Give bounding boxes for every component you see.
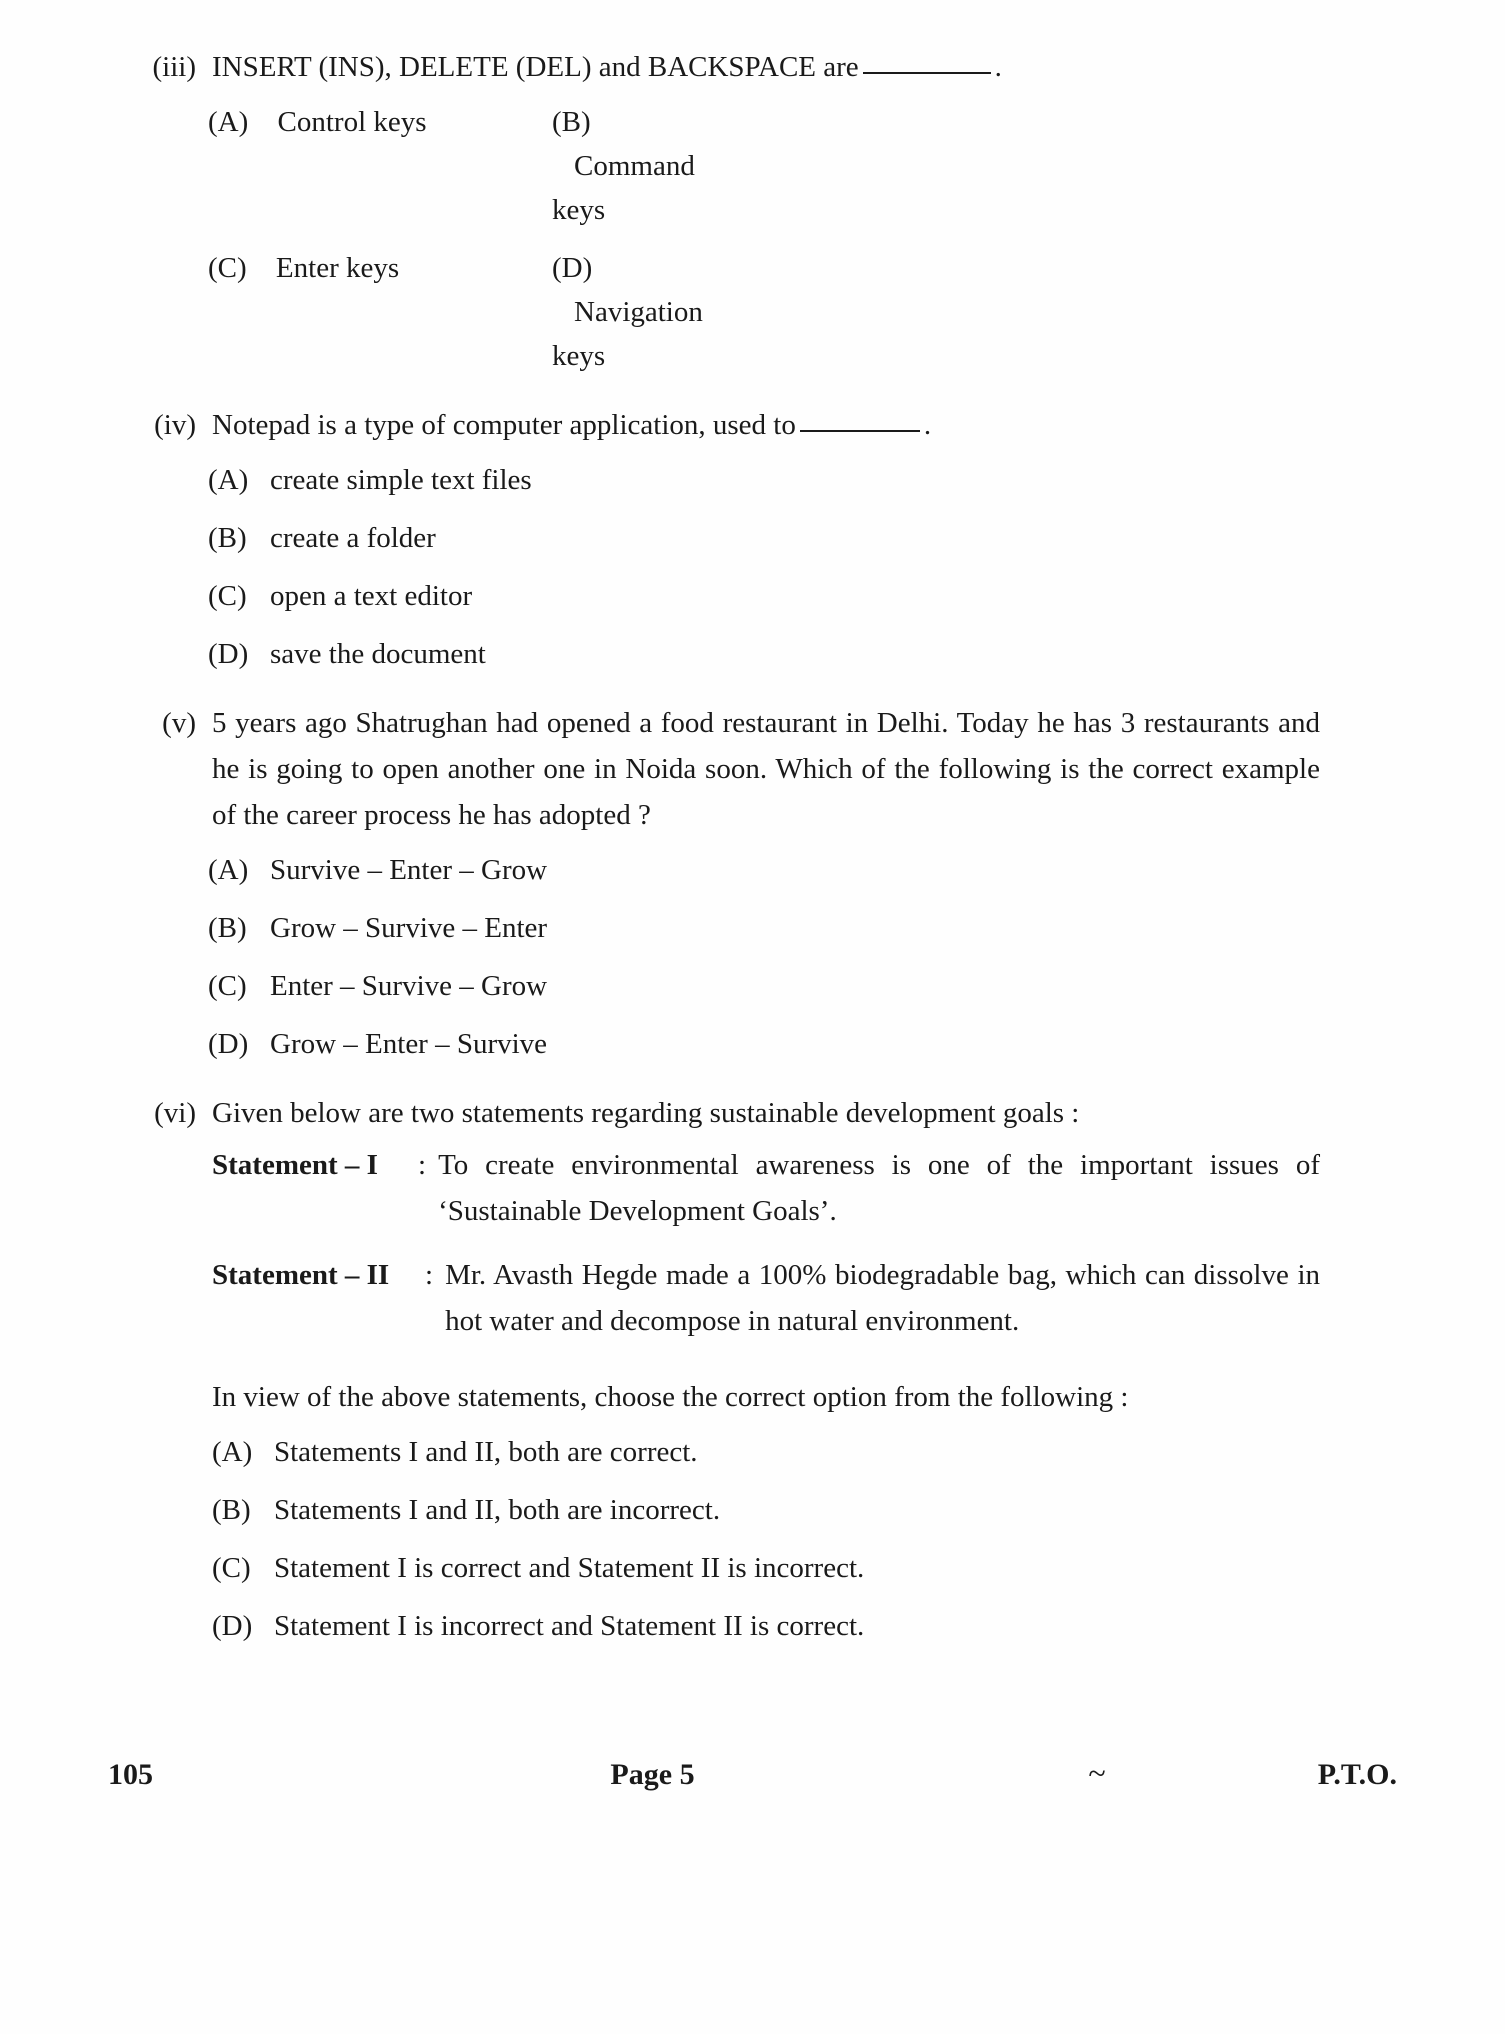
- option-v-b[interactable]: [208, 906, 1320, 950]
- option-iv-c[interactable]: [208, 574, 1320, 618]
- option-iii-b[interactable]: [552, 100, 695, 232]
- paper-code: 105: [108, 1758, 153, 1791]
- option-iii-c-label: (C): [208, 252, 247, 284]
- option-vi-a[interactable]: [212, 1430, 1320, 1474]
- option-v-b-text: Grow – Survive – Enter: [270, 912, 548, 944]
- option-iii-b-text: Command keys: [552, 150, 695, 226]
- statement-two-colon: :: [425, 1259, 434, 1291]
- fill-blank-iii: [863, 72, 991, 74]
- option-iv-b-text: create a folder: [270, 522, 436, 554]
- statement-one-colon: :: [418, 1149, 427, 1181]
- option-vi-a-text: Statements I and II, both are correct.: [274, 1436, 698, 1468]
- question-iv-stem-tail: .: [923, 409, 932, 441]
- option-iii-d-text: Navigation keys: [552, 296, 703, 372]
- option-v-a-label: (A): [208, 854, 249, 886]
- option-row: [208, 100, 1320, 232]
- option-vi-c[interactable]: [212, 1546, 1320, 1590]
- question-v-number: (v): [162, 707, 196, 739]
- question-v-options: [140, 848, 1320, 1066]
- question-iv-number: (iv): [154, 409, 196, 441]
- option-iv-d-label: (D): [208, 638, 249, 670]
- question-iii: [140, 44, 1320, 90]
- question-iii-stem-tail: .: [994, 51, 1002, 83]
- option-iii-a-label: (A): [208, 106, 249, 138]
- option-iii-c[interactable]: [208, 246, 552, 290]
- option-v-a-text: Survive – Enter – Grow: [270, 854, 548, 886]
- option-vi-c-text: Statement I is correct and Statement II is incorrect.: [274, 1552, 865, 1584]
- option-iii-d-label: (D): [552, 252, 593, 284]
- option-v-b-label: (B): [208, 912, 247, 944]
- question-iv-stem: [212, 402, 1320, 448]
- option-iv-a-label: (A): [208, 464, 249, 496]
- question-vi-number: (vi): [154, 1097, 196, 1129]
- option-vi-b[interactable]: [212, 1488, 1320, 1532]
- page-content: [140, 44, 1320, 1662]
- statement-one-text: To create environmental awareness is one of the important issues of ‘Sustainable Development Goals’.: [438, 1149, 1320, 1227]
- option-iv-c-text: open a text editor: [270, 580, 473, 612]
- statement-two-label: Statement – II: [212, 1259, 390, 1291]
- option-vi-b-text: Statements I and II, both are incorrect.: [274, 1494, 721, 1526]
- question-iii-stem-text: INSERT (INS), DELETE (DEL) and BACKSPACE are: [212, 51, 859, 83]
- page-footer: [108, 1755, 1397, 1792]
- option-vi-d-text: Statement I is incorrect and Statement II is correct.: [274, 1610, 865, 1642]
- option-iv-b[interactable]: [208, 516, 1320, 560]
- question-iii-number: (iii): [152, 51, 196, 83]
- option-row: [208, 246, 1320, 378]
- question-vi-lead-in: In view of the above statements, choose the correct option from the following :: [212, 1381, 1129, 1413]
- statement-one: [212, 1142, 1320, 1234]
- question-v-stem: 5 years ago Shatrughan had opened a food restaurant in Delhi. Today he has 3 restaurants and he is going to open another one in Noida soon. Which of the following is the correct example of the career process he has adopted ?: [212, 707, 1320, 831]
- option-iv-c-label: (C): [208, 580, 247, 612]
- option-v-d-text: Grow – Enter – Survive: [270, 1028, 548, 1060]
- question-vi-stem: Given below are two statements regarding sustainable development goals :: [212, 1097, 1080, 1129]
- question-vi-options: [212, 1430, 1320, 1648]
- option-v-a[interactable]: [208, 848, 1320, 892]
- question-iv-options: [140, 458, 1320, 676]
- statement-one-label: Statement – I: [212, 1149, 378, 1181]
- option-v-d-label: (D): [208, 1028, 249, 1060]
- option-iv-d-text: save the document: [270, 638, 486, 670]
- option-iv-b-label: (B): [208, 522, 247, 554]
- option-v-c-text: Enter – Survive – Grow: [270, 970, 548, 1002]
- question-iv: [140, 402, 1320, 448]
- statement-two-text: Mr. Avasth Hegde made a 100% biodegradable bag, which can dissolve in hot water and decompose in natural environment.: [445, 1259, 1320, 1337]
- option-vi-c-label: (C): [212, 1552, 251, 1584]
- option-vi-a-label: (A): [212, 1436, 253, 1468]
- option-iii-a[interactable]: [208, 100, 552, 144]
- pto-label: P.T.O.: [1317, 1758, 1397, 1791]
- option-iii-a-text: Control keys: [277, 106, 427, 138]
- option-iv-a-text: create simple text files: [270, 464, 532, 496]
- question-vi: [140, 1090, 1320, 1136]
- option-iii-c-text: Enter keys: [275, 252, 400, 284]
- option-vi-d[interactable]: [212, 1604, 1320, 1648]
- option-iv-d[interactable]: [208, 632, 1320, 676]
- question-iii-options: [140, 100, 1320, 378]
- option-iv-a[interactable]: [208, 458, 1320, 502]
- question-v: [140, 700, 1320, 838]
- option-vi-b-label: (B): [212, 1494, 251, 1526]
- question-vi-statements: [140, 1142, 1320, 1648]
- fill-blank-iv: [800, 430, 920, 432]
- option-iii-b-label: (B): [552, 106, 591, 138]
- option-v-d[interactable]: [208, 1022, 1320, 1066]
- option-vi-d-label: (D): [212, 1610, 253, 1642]
- option-v-c-label: (C): [208, 970, 247, 1002]
- option-iii-d[interactable]: [552, 246, 703, 378]
- tilde-mark: ~: [1088, 1755, 1106, 1791]
- question-iv-stem-text: Notepad is a type of computer application, used to: [212, 409, 796, 441]
- page-number: Page 5: [610, 1758, 695, 1791]
- option-v-c[interactable]: [208, 964, 1320, 1008]
- question-iii-stem: [212, 44, 1320, 90]
- statement-two: [212, 1252, 1320, 1344]
